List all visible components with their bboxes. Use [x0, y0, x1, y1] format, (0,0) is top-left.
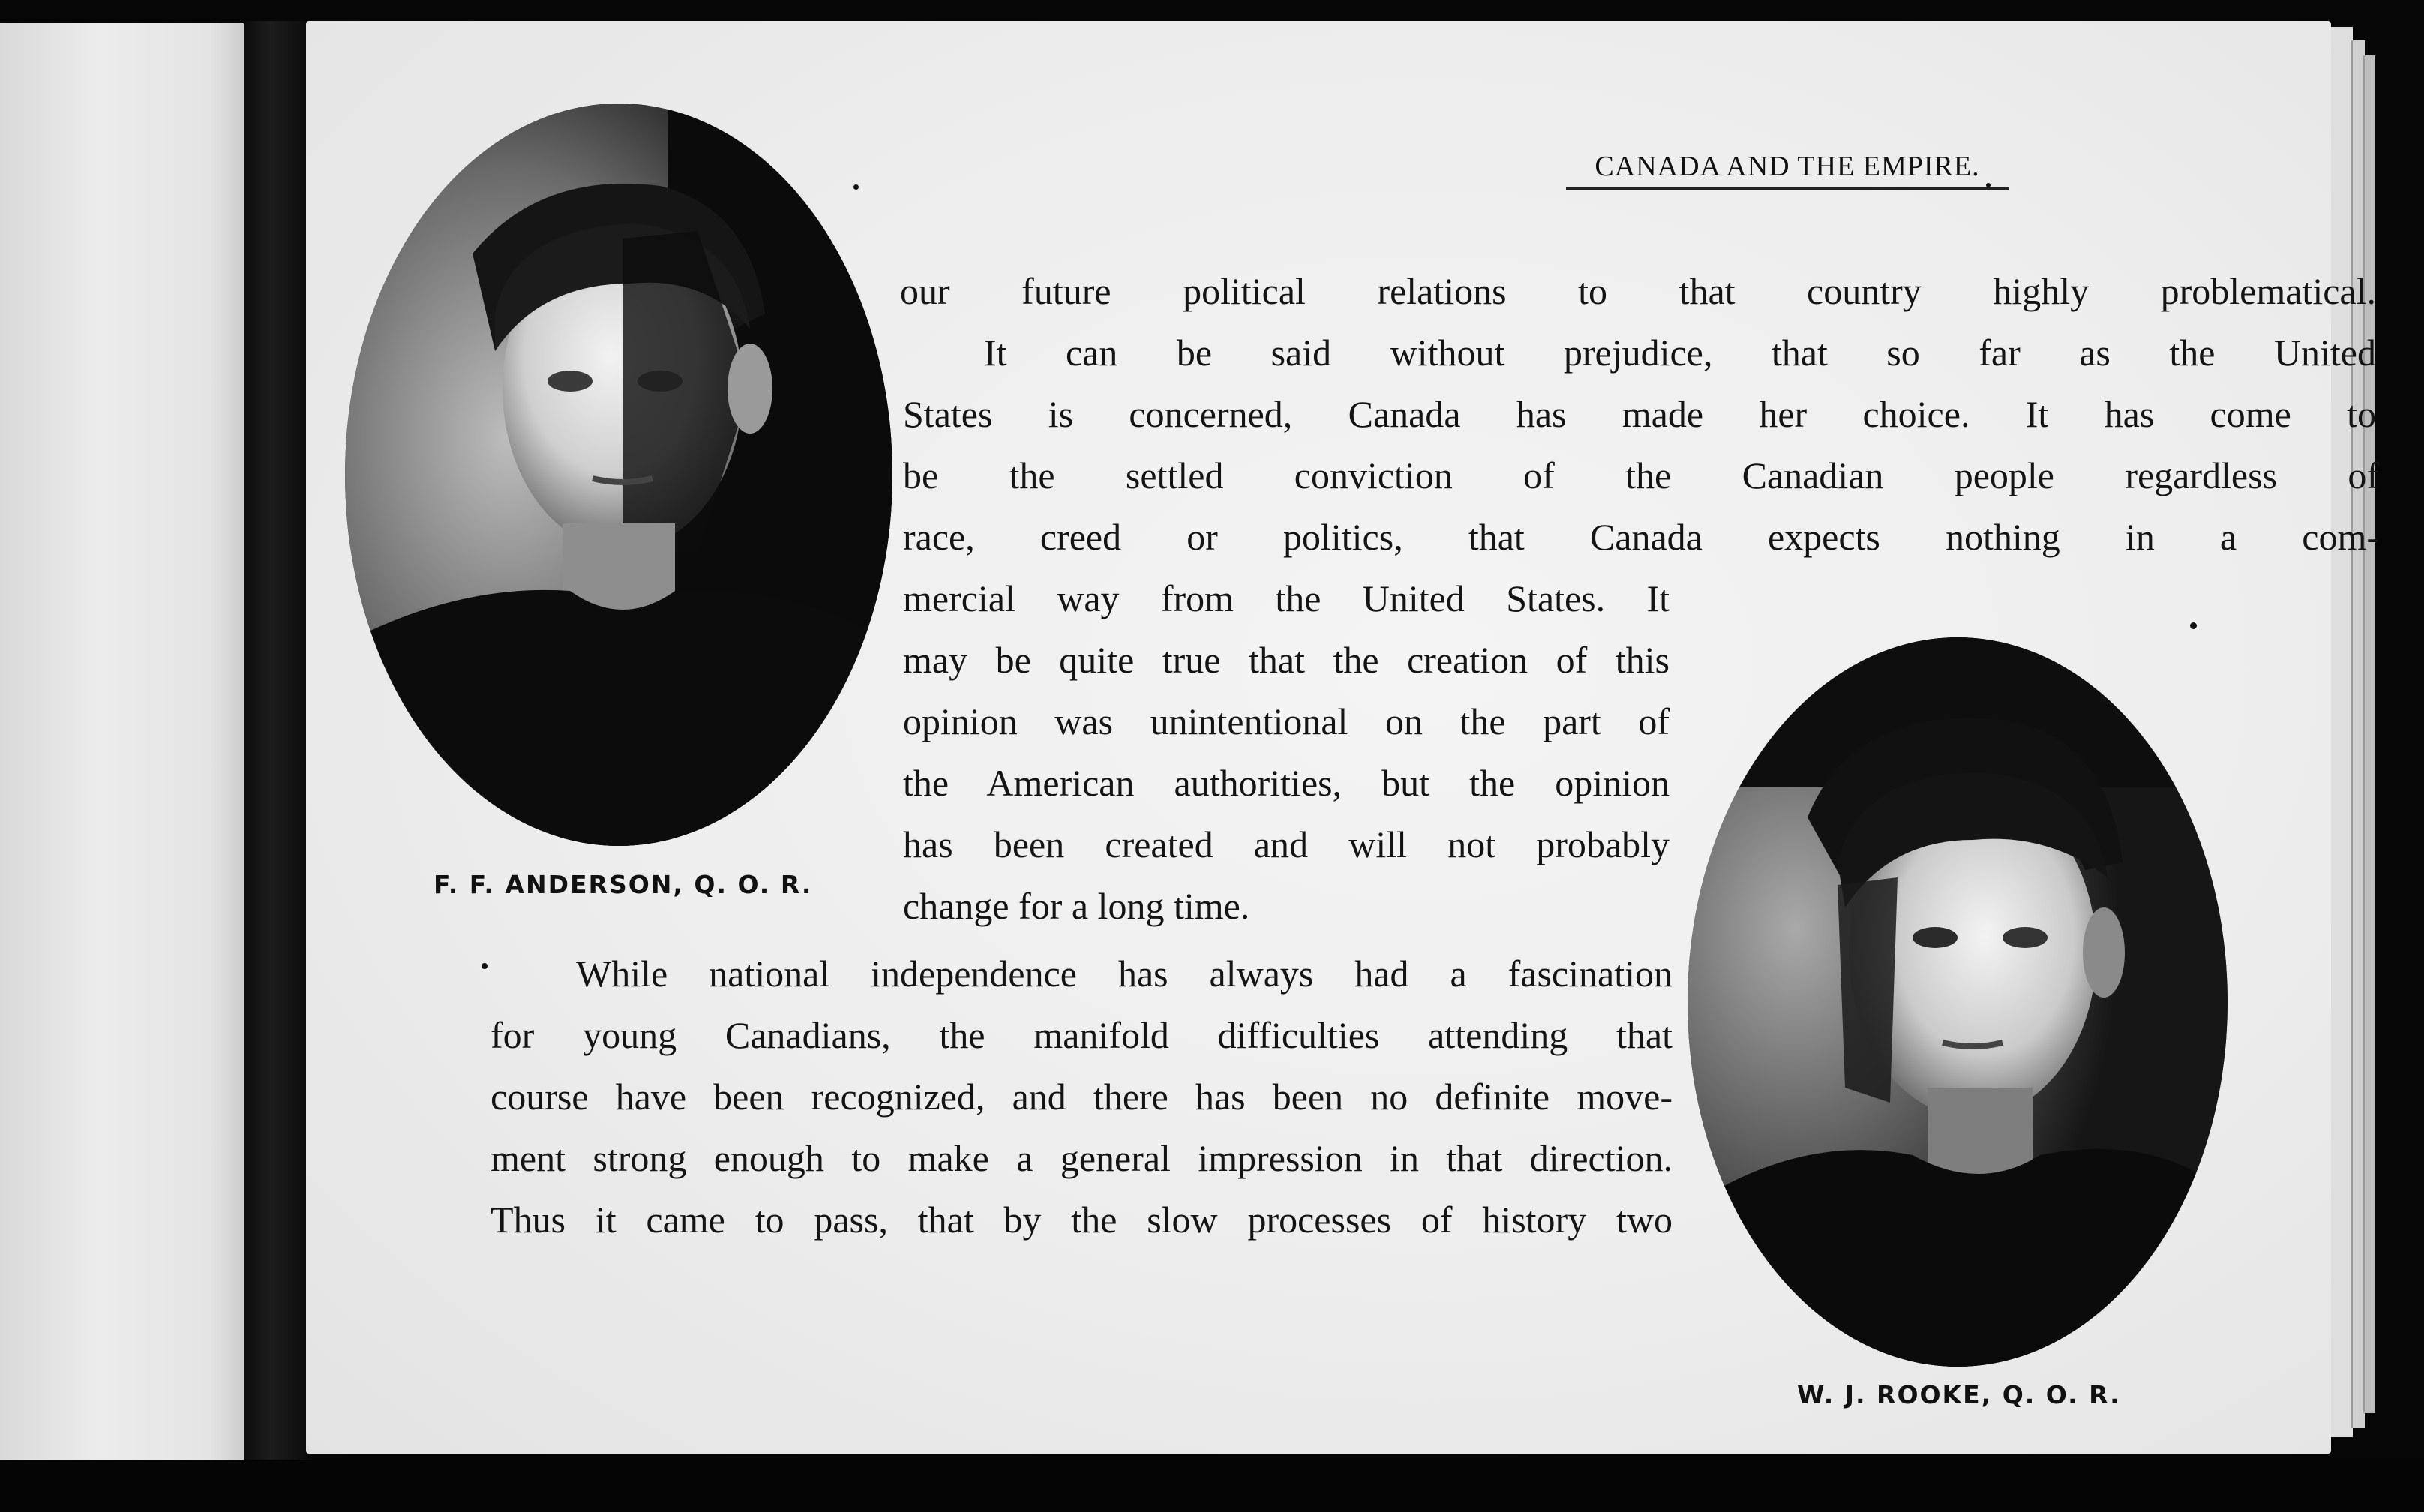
left-page-edge [0, 22, 248, 1462]
scan-bottom-border [0, 1460, 2424, 1512]
portrait-photo-anderson [345, 104, 892, 846]
body-text-line: Thus it came to pass, that by the slow processes of history two [490, 1198, 1672, 1240]
body-text-line: has been created and will not probably [903, 824, 1670, 866]
running-head: CANADA AND THE EMPIRE. [1566, 150, 2008, 190]
body-text-line: course have been recognized, and there has been no definite move- [490, 1076, 1672, 1118]
body-text-line: While national independence has always had a fascination [576, 952, 1672, 994]
body-text-line: mercial way from the United States. It [903, 578, 1670, 620]
page-stack-edge [2329, 27, 2353, 1437]
portrait-image [345, 104, 892, 846]
body-text-line: ment strong enough to make a general impression in that direction. [490, 1137, 1672, 1179]
body-text-line: States is concerned, Canada has made her choice. It has come to [903, 393, 2376, 435]
body-text-line: the American authorities, but the opinion [903, 762, 1670, 804]
book-binding-gutter [244, 21, 311, 1461]
portrait-photo-rooke [1688, 638, 2228, 1366]
body-text-line: may be quite true that the creation of this [903, 639, 1670, 681]
portrait-image [1688, 638, 2228, 1366]
body-text-line: It can be said without prejudice, that so far as the United [984, 332, 2376, 374]
body-text-line: our future political relations to that country highly problematical. [900, 270, 2376, 312]
body-text-line: opinion was unintentional on the part of [903, 700, 1670, 742]
body-text-line: change for a long time. [903, 885, 1250, 927]
scan-speck [482, 963, 488, 969]
body-text-line: for young Canadians, the manifold difficulties attending that [490, 1014, 1672, 1056]
page-stack-edge [2363, 56, 2375, 1413]
scan-speck [1986, 183, 1990, 188]
body-text-line: race, creed or politics, that Canada expects nothing in a com- [903, 516, 2379, 558]
portrait-caption-anderson: F. F. ANDERSON, Q. O. R. [434, 870, 813, 899]
book-page [306, 21, 2379, 1454]
portrait-caption-rooke: W. J. ROOKE, Q. O. R. [1797, 1380, 2121, 1409]
scan-speck [854, 184, 859, 190]
scan-speck [2190, 622, 2197, 629]
body-text-line: be the settled conviction of the Canadian people regardless of [903, 454, 2379, 496]
